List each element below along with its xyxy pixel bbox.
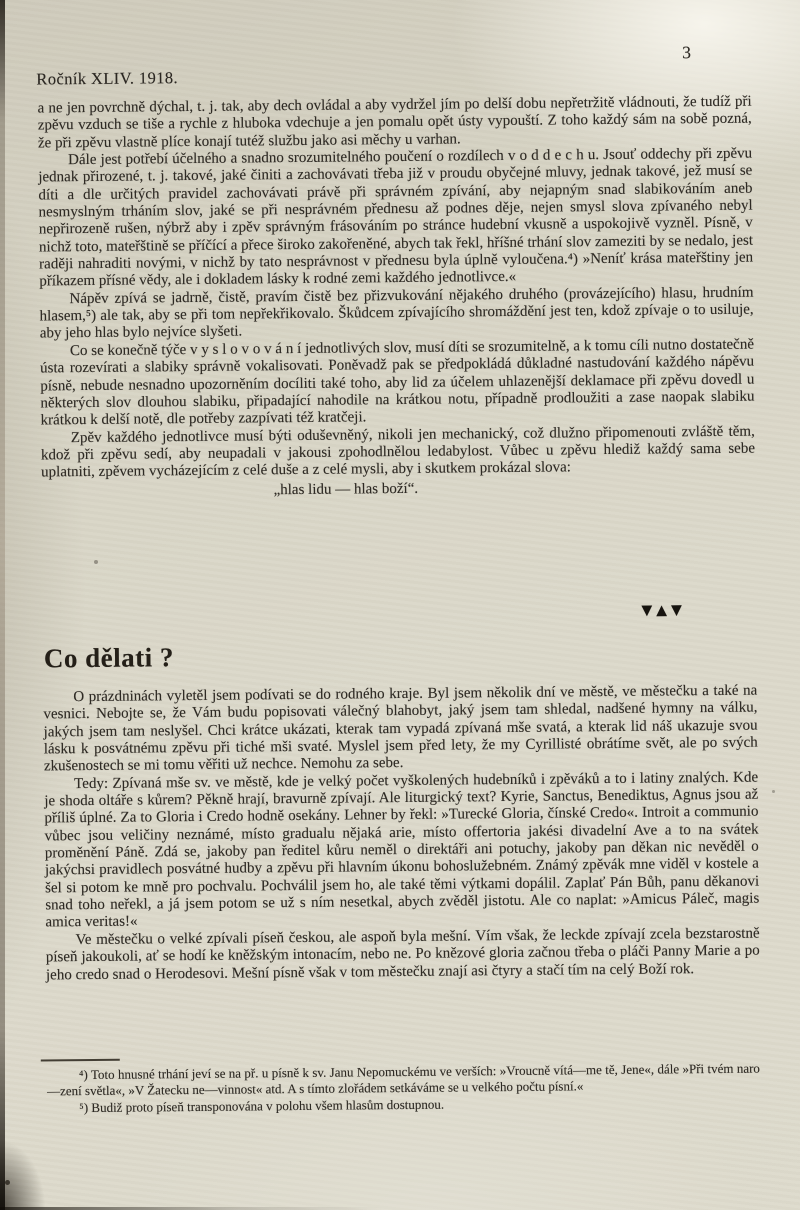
- article-paragraph: Nápěv zpívá se jadrně, čistě, pravím čistě bez přizvukování nějakého druhého (provázejícího) hlasu, hrudním hlasem,⁵) ale tak, aby se při tom nepřekřikovalo. Škůdcem zpívajícího shromáždění jest ten, kdož zpívaje o to usiluje, aby jeho hlas bylo nejvíce slyšeti.: [39, 284, 754, 342]
- footnotes: [47, 1061, 760, 1117]
- closing-quote: „hlas lidu — hlas boží“.: [273, 480, 419, 498]
- scan-corner-shadow: [0, 1140, 46, 1210]
- paper-speck: [5, 1180, 10, 1185]
- footnote-separator: [41, 1059, 120, 1062]
- footnote: ⁴) Toto hnusné trhání jeví se na př. u písně k sv. Janu Nepomuckému ve verších: »Vroucně vítá—me tě, Jene«, dále »Při tvém naro—zení světla«, »V Žatecku ne—vinnost« atd. A s tímto zlořádem setkáváme se u velkého počtu písní.«: [47, 1060, 760, 1099]
- section-heading: Co dělati ?: [43, 642, 175, 674]
- article-paragraph: Ve městečku o velké zpívali píseň českou, ale aspoň byla mešní. Vím však, že leckde zpívají zcela bezstarostně píseň jakoukoli, ať se hodí ke kněžským intonacím, nebo ne. Po knězové gloria začnou třeba o pláči Panny Marie a po jeho credo snad o Herodesovi. Mešní písně však v tom městečku znají asi čtyry a stačí tím na celý Boží rok.: [45, 925, 760, 983]
- article-paragraph: Zpěv každého jednotlivce musí býti oduševněný, nikoli jen mechanický, což dlužno připomenouti zvláště těm, kdož při zpěvu sedí, aby neupadali v jakousi zpohodlnělou ledabylost. Vůbec u zpěvu hlediž každý sama sebe uplatniti, zpěvem vycházejícím z celé duše a z celé mysli, aby i skutkem prokázal slova:: [40, 423, 756, 481]
- article-paragraph: Co se konečně týče v y s l o v o v á n í jednotlivých slov, musí díti se srozumitelně, a k tomu cíli nutno dostatečně ústa rozevírati a slabiky správně vokalisovati. Poněvadž pak se předpokládá důkladné nastudování každého nápěvu písně, nebude nesnadno upozorněním docíliti také toho, aby lid za účelem uhlazenější deklamace při zpěvu dovedl u některých slov dlouhou slabiku, připadající nahodile na krátkou notu, případně prodloužiti a zase naopak slabiku krátkou k delší notě, dle potřeby zazpívati též kratčeji.: [40, 336, 755, 429]
- article-paragraph: a ne jen povrchně dýchal, t. j. tak, aby dech ovládal a aby vydržel jím po delší dobu nepřetržitě vládnouti, že tudíž při zpěvu vzduch se tiše a rychle z hluboka vdechuje a jen pomalu opět ústy vypouští. Z toho každý sám na sobě pozná, že při zpěvu vlastně plíce konají tutéž službu jako asi měchy u varhan.: [37, 93, 752, 152]
- article-paragraph: O prázdninách vyletěl jsem podívati se do rodného kraje. Byl jsem několik dní ve městě, ve městečku a také na vesnici. Nebojte se, že Vám budu popisovati válečný blahobyt, jaký jsem tam shledal, nadšené hymny na válku, jakých jsem tam neslyšel. Chci krátce ukázati, kterak tam vypadá zpívaná mše svatá, a kterak lid náš ukazuje svou lásku k posvátnému zpěvu při tiché mši svaté. Myslel jsem před lety, že my Cyrillisté obrátíme svět, ale po svých zkušenostech se mi tomu věřiti už nechce. Nemohu za sebe.: [43, 682, 758, 775]
- triangle-ornament-icon: ▼▲▼: [641, 602, 686, 619]
- article-co-delati: [43, 683, 760, 985]
- masthead-volume-year: Ročník XLIV. 1918.: [36, 68, 179, 89]
- article-continuation: [38, 94, 756, 502]
- scan-left-edge-shadow: [0, 0, 5, 1210]
- article-paragraph: Tedy: Zpívaná mše sv. ve městě, kde je velký počet vyškolených hudebníků i zpěváků a to i latiny znalých. Kde je shoda oltáře s kůrem? Pěkně hrají, bravurně zpívají. Ale liturgický text? Kyrie, Sanctus, Benediktus, Agnus jsou až příliš úplné. Za to Gloria i Credo hodně osekány. Lehner by řekl: »Turecké Gloria, čínské Credo«. Introit a communio vůbec jsou veličiny neznámé, místo gradualu nějaká arie, místo offertoria jakési divadelní Ave a to na svátek proměnění Páně. Zdá se, jakoby pan ředitel kůru neměl o direktáři ani potuchy, jakoby pan děkan nic nevěděl o jakýchsi pravidlech posvátné hudby a zpěvu při hlavním úkonu bohoslužebném. Známý zpěvák mne viděl v kostele a šel si potom ke mně pro pochvalu. Pochválil jsem ho, ale také těmi výtkami dopálil. Zaplať Pán Bůh, panu děkanovi snad toho neřekl, a já jsem potom se už s ním nesetkal, abych zvěděl jistotu. Ale co naplat: »Amicus Páleč, magis amica veritas!«: [44, 769, 760, 931]
- page-number: 3: [682, 42, 691, 63]
- paper-speck: [94, 560, 98, 564]
- article-paragraph: Dále jest potřebí účelného a snadno srozumitelného poučení o rozdílech v o d d e c h u. Jsouť oddechy při zpěvu jednak přirozené, t. j. takové, jaké činiti a zachovávati třeba již v proudu obyčejné mluvy, jednak takové, jež musí se díti a dle určitých pravidel zachovávati právě při správném zpívání, aby nejapným snad slabikováním aneb nesmyslným trháním slov, jaké se při nesprávném přednesu až podnes děje, nejen smysl slova zpívaného nebyl nepřirozeně rušen, nýbrž aby i zpěv správným frásováním po stránce hudební vkusně a uspokojivě vyzněl. Písně, v nichž toto, mateřštině se příčící a přece široko zakořeněné, abych tak řekl, hříšné trhání slov zameziti by se nedalo, jest raději nahraditi novými, v nichž by tato nesprávnost v přednesu byla úplně vyloučena.⁴) »Neníť krása mateřštiny jen příkazem přísné vědy, ale i dokladem lásky k rodné zemi každého jednotlivce.«: [38, 145, 754, 290]
- footnote: ⁵) Budiž proto píseň transponována v polohu všem hlasům dostupnou.: [79, 1096, 445, 1115]
- paper-speck: [772, 790, 775, 793]
